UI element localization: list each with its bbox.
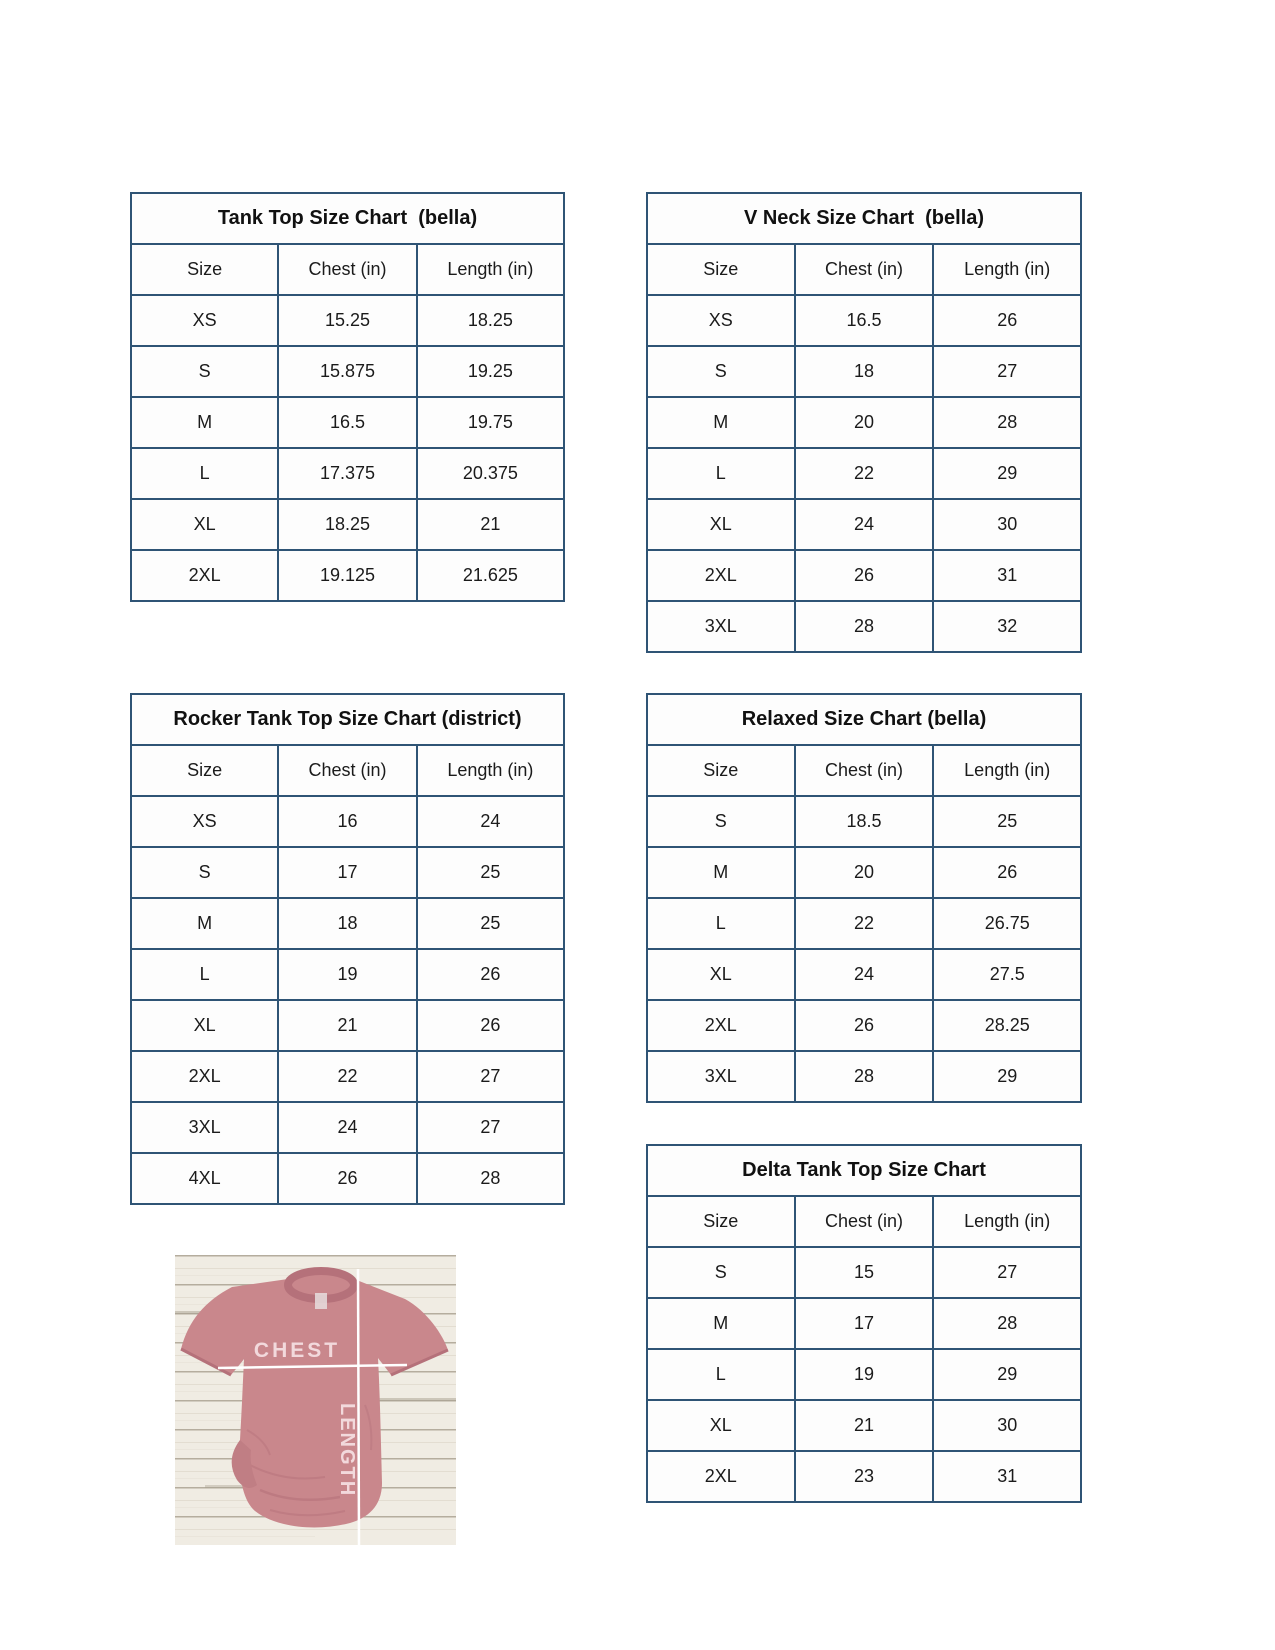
table-title-row xyxy=(647,694,1081,745)
size-value: L xyxy=(647,1349,795,1400)
table-row xyxy=(647,1298,1081,1349)
table-header-row xyxy=(647,244,1081,295)
table-row xyxy=(647,1400,1081,1451)
length-value: 28.25 xyxy=(933,1000,1081,1051)
table-row xyxy=(131,796,564,847)
tshirt-measurement-photo xyxy=(175,1255,456,1545)
length-label: LENGTH xyxy=(336,1403,358,1498)
size-value: M xyxy=(131,397,278,448)
tshirt-graphic xyxy=(175,1255,456,1545)
length-value: 26 xyxy=(417,949,564,1000)
length-value: 31 xyxy=(933,550,1081,601)
table-title: Rocker Tank Top Size Chart (district) xyxy=(131,694,564,745)
table-row xyxy=(647,847,1081,898)
size-value: 3XL xyxy=(647,1051,795,1102)
table-row xyxy=(131,499,564,550)
length-value: 18.25 xyxy=(417,295,564,346)
size-value: L xyxy=(647,448,795,499)
table-row xyxy=(647,898,1081,949)
column-header-length: Length (in) xyxy=(933,745,1081,796)
column-header-size: Size xyxy=(131,244,278,295)
table-row xyxy=(647,295,1081,346)
chest-value: 17 xyxy=(795,1298,934,1349)
chest-value: 21 xyxy=(795,1400,934,1451)
length-value: 25 xyxy=(417,847,564,898)
table-row xyxy=(647,1247,1081,1298)
length-value: 27.5 xyxy=(933,949,1081,1000)
chest-value: 20 xyxy=(795,397,934,448)
size-value: M xyxy=(647,1298,795,1349)
column-header-chest: Chest (in) xyxy=(795,745,934,796)
column-header-chest: Chest (in) xyxy=(278,244,417,295)
size-value: M xyxy=(131,898,278,949)
length-value: 31 xyxy=(933,1451,1081,1502)
v-neck-size-chart xyxy=(646,192,1082,653)
chest-value: 28 xyxy=(795,601,934,652)
table-row xyxy=(131,397,564,448)
length-value: 29 xyxy=(933,1051,1081,1102)
table-row xyxy=(647,346,1081,397)
table-header-row xyxy=(131,745,564,796)
chest-label: CHEST xyxy=(253,1339,341,1362)
chest-value: 19 xyxy=(795,1349,934,1400)
rocker-tank-top-size-chart xyxy=(130,693,565,1205)
relaxed-size-chart xyxy=(646,693,1082,1103)
chest-value: 26 xyxy=(795,550,934,601)
column-header-length: Length (in) xyxy=(933,1196,1081,1247)
size-value: 2XL xyxy=(131,1051,278,1102)
length-value: 27 xyxy=(417,1051,564,1102)
table-row xyxy=(131,346,564,397)
table-row xyxy=(647,949,1081,1000)
size-value: M xyxy=(647,397,795,448)
table-row xyxy=(131,448,564,499)
table-row xyxy=(647,448,1081,499)
column-header-length: Length (in) xyxy=(933,244,1081,295)
length-value: 24 xyxy=(417,796,564,847)
length-value: 26 xyxy=(933,295,1081,346)
column-header-chest: Chest (in) xyxy=(278,745,417,796)
length-value: 28 xyxy=(417,1153,564,1204)
chest-value: 15.25 xyxy=(278,295,417,346)
delta-tank-top-size-chart xyxy=(646,1144,1082,1503)
size-value: XS xyxy=(647,295,795,346)
table-row xyxy=(647,499,1081,550)
chest-value: 16 xyxy=(278,796,417,847)
column-header-size: Size xyxy=(131,745,278,796)
column-header-size: Size xyxy=(647,745,795,796)
size-value: 3XL xyxy=(131,1102,278,1153)
size-value: 4XL xyxy=(131,1153,278,1204)
size-value: M xyxy=(647,847,795,898)
size-value: L xyxy=(131,949,278,1000)
column-header-chest: Chest (in) xyxy=(795,1196,934,1247)
length-value: 30 xyxy=(933,1400,1081,1451)
chest-value: 23 xyxy=(795,1451,934,1502)
size-value: S xyxy=(131,847,278,898)
size-value: XS xyxy=(131,295,278,346)
table-row xyxy=(131,898,564,949)
length-value: 26.75 xyxy=(933,898,1081,949)
size-value: XL xyxy=(647,1400,795,1451)
chest-value: 22 xyxy=(278,1051,417,1102)
chest-value: 22 xyxy=(795,898,934,949)
size-value: XL xyxy=(131,499,278,550)
chest-value: 15.875 xyxy=(278,346,417,397)
chest-value: 17 xyxy=(278,847,417,898)
column-header-size: Size xyxy=(647,244,795,295)
length-value: 29 xyxy=(933,1349,1081,1400)
size-value: 2XL xyxy=(647,550,795,601)
length-value: 20.375 xyxy=(417,448,564,499)
table-title: Tank Top Size Chart (bella) xyxy=(131,193,564,244)
chest-value: 24 xyxy=(278,1102,417,1153)
table-row xyxy=(647,1349,1081,1400)
length-value: 29 xyxy=(933,448,1081,499)
chest-value: 19 xyxy=(278,949,417,1000)
table-row xyxy=(647,1451,1081,1502)
size-value: 2XL xyxy=(131,550,278,601)
chest-value: 24 xyxy=(795,949,934,1000)
size-value: XL xyxy=(131,1000,278,1051)
size-value: 2XL xyxy=(647,1451,795,1502)
size-value: XL xyxy=(647,499,795,550)
column-header-chest: Chest (in) xyxy=(795,244,934,295)
length-value: 27 xyxy=(933,346,1081,397)
length-value: 26 xyxy=(417,1000,564,1051)
size-value: S xyxy=(647,796,795,847)
length-value: 27 xyxy=(933,1247,1081,1298)
table-title: V Neck Size Chart (bella) xyxy=(647,193,1081,244)
length-value: 28 xyxy=(933,1298,1081,1349)
table-row xyxy=(647,550,1081,601)
length-value: 19.75 xyxy=(417,397,564,448)
table-header-row xyxy=(647,1196,1081,1247)
chest-value: 16.5 xyxy=(795,295,934,346)
table-row xyxy=(647,796,1081,847)
table-header-row xyxy=(647,745,1081,796)
size-value: L xyxy=(131,448,278,499)
size-value: XS xyxy=(131,796,278,847)
size-value: 2XL xyxy=(647,1000,795,1051)
column-header-length: Length (in) xyxy=(417,745,564,796)
length-value: 25 xyxy=(933,796,1081,847)
length-value: 21 xyxy=(417,499,564,550)
table-row xyxy=(131,1153,564,1204)
column-header-length: Length (in) xyxy=(417,244,564,295)
chest-value: 22 xyxy=(795,448,934,499)
chest-value: 24 xyxy=(795,499,934,550)
chest-value: 18 xyxy=(795,346,934,397)
table-row xyxy=(131,550,564,601)
table-title-row xyxy=(131,694,564,745)
size-value: 3XL xyxy=(647,601,795,652)
table-title-row xyxy=(131,193,564,244)
chest-value: 26 xyxy=(278,1153,417,1204)
size-table-delta-tank-top xyxy=(646,1144,1082,1503)
table-title-row xyxy=(647,193,1081,244)
chest-value: 19.125 xyxy=(278,550,417,601)
column-header-size: Size xyxy=(647,1196,795,1247)
table-row xyxy=(131,1051,564,1102)
table-row xyxy=(647,1000,1081,1051)
length-value: 32 xyxy=(933,601,1081,652)
length-value: 25 xyxy=(417,898,564,949)
chest-value: 16.5 xyxy=(278,397,417,448)
size-table-rocker-tank-top-district xyxy=(130,693,565,1205)
chest-value: 18.5 xyxy=(795,796,934,847)
table-row xyxy=(647,601,1081,652)
chest-value: 26 xyxy=(795,1000,934,1051)
table-row xyxy=(647,1051,1081,1102)
chest-value: 21 xyxy=(278,1000,417,1051)
size-value: S xyxy=(647,346,795,397)
table-row xyxy=(647,397,1081,448)
length-value: 30 xyxy=(933,499,1081,550)
length-value: 19.25 xyxy=(417,346,564,397)
chest-value: 18 xyxy=(278,898,417,949)
table-header-row xyxy=(131,244,564,295)
chest-value: 15 xyxy=(795,1247,934,1298)
table-row xyxy=(131,847,564,898)
chest-value: 18.25 xyxy=(278,499,417,550)
chest-value: 28 xyxy=(795,1051,934,1102)
size-value: S xyxy=(647,1247,795,1298)
size-table-relaxed-bella xyxy=(646,693,1082,1103)
size-value: S xyxy=(131,346,278,397)
length-value: 21.625 xyxy=(417,550,564,601)
table-title-row xyxy=(647,1145,1081,1196)
size-value: XL xyxy=(647,949,795,1000)
length-value: 28 xyxy=(933,397,1081,448)
length-value: 26 xyxy=(933,847,1081,898)
table-title: Relaxed Size Chart (bella) xyxy=(647,694,1081,745)
table-row xyxy=(131,295,564,346)
size-value: L xyxy=(647,898,795,949)
table-row xyxy=(131,1102,564,1153)
length-value: 27 xyxy=(417,1102,564,1153)
chest-value: 17.375 xyxy=(278,448,417,499)
table-row xyxy=(131,949,564,1000)
table-title: Delta Tank Top Size Chart xyxy=(647,1145,1081,1196)
table-row xyxy=(131,1000,564,1051)
chest-value: 20 xyxy=(795,847,934,898)
tank-top-size-chart xyxy=(130,192,565,602)
size-table-v-neck-bella xyxy=(646,192,1082,653)
size-table-tank-top-bella xyxy=(130,192,565,602)
